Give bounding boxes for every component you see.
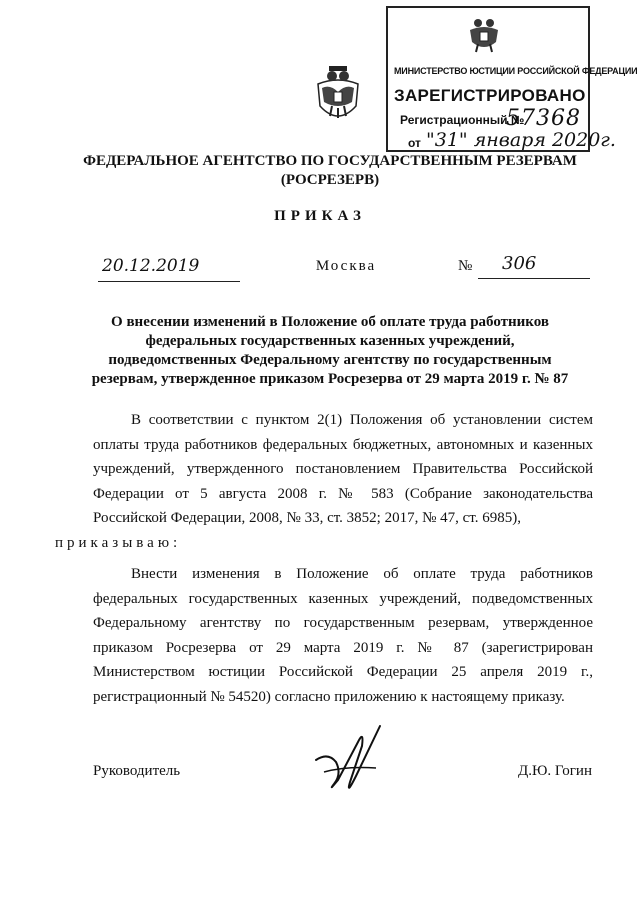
agency-name: ФЕДЕРАЛЬНОЕ АГЕНТСТВО ПО ГОСУДАРСТВЕННЫМ РЕЗЕРВАМ bbox=[83, 153, 577, 169]
stamp-reg-number: 57368 bbox=[506, 106, 581, 131]
body-paragraph-basis bbox=[55, 408, 593, 555]
signer-name: Д.Ю. Гогин bbox=[518, 763, 592, 779]
document-type-heading: ПРИКАЗ bbox=[274, 208, 366, 224]
document-date: 20.12.2019 bbox=[98, 256, 240, 282]
registration-stamp bbox=[386, 6, 638, 152]
document-number: 306 bbox=[478, 253, 590, 279]
signer-position: Руководитель bbox=[93, 763, 181, 779]
document-city: Москва bbox=[315, 258, 377, 274]
document-title: О внесении изменений в Положение об оплате труда работников федеральных государственных казенных учреждений, подведомственных Федеральному агентству по государственным резервам, утвержденное приказом Росрезерва от 29 марта 2019 г. № 87 bbox=[91, 314, 569, 387]
body-paragraph-basis-text: В соответствии с пунктом 2(1) Положения об установлении систем оплаты труда работников федеральных бюджетных, автономных и казенных учреждений, утвержденного постановлением Правительства Российской Федерации от 5 августа 2008 г. № 583 (Собрание законодательства Российской Федерации, 2008, № 33, ст. 3852; 2017, № 47, ст. 6985), bbox=[93, 412, 593, 526]
coat-of-arms-emblem-icon bbox=[312, 62, 364, 128]
stamp-date-value: "31" января 2020г. bbox=[426, 129, 616, 151]
handwritten-signature-icon bbox=[306, 722, 396, 802]
stamp-status: ЗАРЕГИСТРИРОВАНО bbox=[394, 86, 586, 105]
stamp-ministry-name: МИНИСТЕРСТВО ЮСТИЦИИ РОССИЙСКОЙ ФЕДЕРАЦИИ bbox=[394, 66, 638, 76]
stamp-date-prefix: от bbox=[408, 136, 421, 150]
stamp-reg-label: Регистрационный № bbox=[400, 113, 525, 127]
body-paragraph-order: Внести изменения в Положение об оплате труда работников федеральных государственных казенных учреждений, подведомственных Федеральному агентству по государственным резервам, утвержденное приказом Росрезерва от 29 марта 2019 г. № 87 (зарегистрирован Министерством юстиции Российской Федерации 25 апреля 2019 г., регистрационный № 54520) согласно приложению к настоящему приказу. bbox=[93, 566, 593, 705]
order-word: приказываю: bbox=[55, 534, 182, 551]
stamp-emblem-icon bbox=[466, 14, 502, 54]
document-number-label: № bbox=[458, 258, 473, 274]
agency-abbreviation: (РОСРЕЗЕРВ) bbox=[280, 172, 380, 188]
